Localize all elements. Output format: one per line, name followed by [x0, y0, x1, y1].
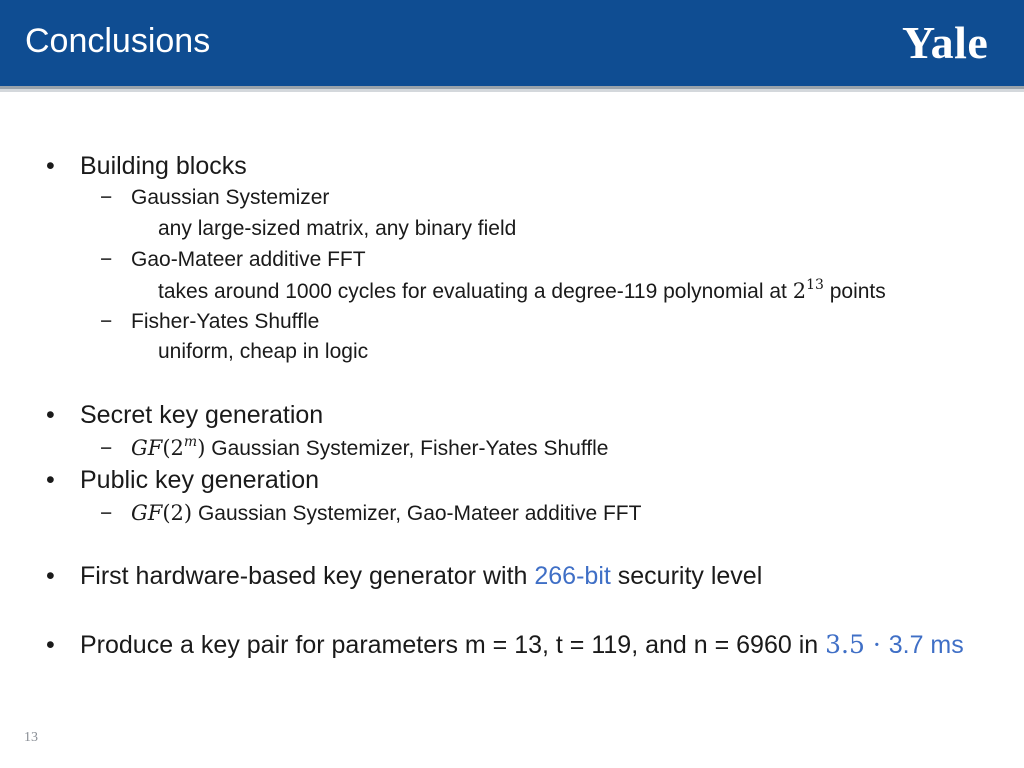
- bullet-icon: •: [46, 401, 55, 429]
- detail-power-base: 2: [792, 279, 807, 303]
- dash-icon: −: [100, 502, 113, 525]
- bullet-text-prefix: First hardware-based key generator with: [80, 562, 535, 590]
- detail-gao-mateer-fft: [158, 279, 886, 304]
- detail-suffix: points: [823, 280, 886, 303]
- dash-icon: −: [100, 186, 113, 209]
- bullet-label: Building blocks: [80, 152, 247, 180]
- sub-bullet-secret-key-field: [100, 436, 608, 461]
- bullet-icon: •: [46, 466, 55, 494]
- timing-separator: ·: [864, 630, 889, 659]
- field-arg: (2): [162, 501, 193, 525]
- detail-gaussian-systemizer: any large-sized matrix, any binary field: [158, 217, 517, 240]
- bullet-icon: •: [46, 562, 55, 590]
- page-number: 13: [24, 730, 38, 745]
- timing-highlight-b: 3.7 ms: [888, 631, 964, 659]
- title-bar: [0, 0, 1024, 86]
- bullet-key-pair: [46, 630, 964, 660]
- sub-bullet-label: Fisher-Yates Shuffle: [131, 310, 320, 333]
- sub-bullet-gaussian-systemizer: [100, 186, 329, 210]
- bullet-icon: •: [46, 631, 55, 659]
- field-name: GF: [131, 436, 163, 460]
- field-name: GF: [131, 501, 163, 525]
- dash-icon: −: [100, 248, 113, 271]
- detail-fisher-yates: uniform, cheap in logic: [158, 340, 369, 363]
- slide-title: Conclusions: [25, 22, 211, 60]
- dash-icon: −: [100, 437, 113, 460]
- sub-bullet-detail: Gaussian Systemizer, Fisher-Yates Shuffle: [205, 437, 609, 460]
- header-divider-light: [0, 89, 1024, 92]
- sub-bullet-gao-mateer-fft: [100, 248, 366, 272]
- bullet-text-prefix: Produce a key pair for parameters m = 13, t = 119, and n = 6960 in: [80, 631, 826, 659]
- field-arg-exponent: m: [183, 434, 198, 450]
- field-arg-open: (2: [162, 436, 184, 460]
- bullet-label: Public key generation: [80, 466, 320, 494]
- bullet-public-key-generation: [46, 466, 319, 495]
- bullet-building-blocks: [46, 152, 247, 181]
- bullet-secret-key-generation: [46, 401, 323, 430]
- bullet-text-suffix: security level: [610, 562, 763, 590]
- field-arg-close: ): [197, 436, 206, 460]
- bullet-label: Secret key generation: [80, 401, 324, 429]
- dash-icon: −: [100, 310, 113, 333]
- sub-bullet-detail: Gaussian Systemizer, Gao-Mateer additive FFT: [192, 502, 642, 525]
- bullet-icon: •: [46, 152, 55, 180]
- detail-power-exponent: 13: [806, 277, 824, 293]
- timing-highlight-a: 3.5: [825, 630, 865, 659]
- sub-bullet-label: Gaussian Systemizer: [131, 186, 330, 209]
- sub-bullet-fisher-yates: [100, 310, 319, 334]
- detail-prefix: takes around 1000 cycles for evaluating a degree-119 polynomial at: [158, 280, 793, 303]
- sub-bullet-label: Gao-Mateer additive FFT: [131, 248, 366, 271]
- sub-bullet-public-key-field: [100, 501, 641, 526]
- yale-logo: Yale: [902, 17, 989, 68]
- security-level-highlight: 266-bit: [534, 562, 611, 590]
- bullet-first-hardware: [46, 562, 762, 591]
